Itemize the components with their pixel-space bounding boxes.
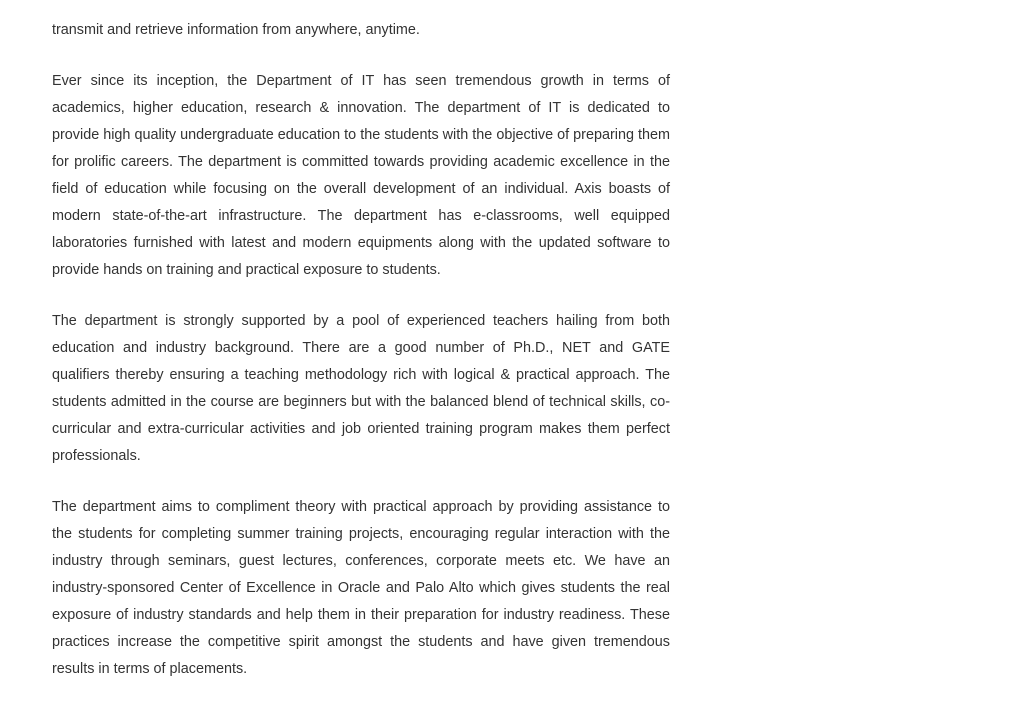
paragraph-faculty: The department is strongly supported by a pool of experienced teachers hailing from both education and industry background. There are a good number of Ph.D., NET and GATE qualifiers thereby ensuring a teaching methodology rich with logical & practical approach. The students admitted in the course are beginners but with the balanced blend of technical skills, co-curricular and extra-curricular activities and job oriented training program makes them perfect professionals. (52, 313, 670, 464)
paragraph-industry-exposure: The department aims to compliment theory with practical approach by providing assistance to the students for completing summer training projects, encouraging regular interaction with the industry through seminars, guest lectures, conferences, corporate meets etc. We have an industry-sponsored Center of Excellence in Oracle and Palo Alto which gives students the real exposure of industry standards and help them in their preparation for industry readiness. These practices increase the competitive spirit amongst the students and have given tremendous results in terms of placements. (52, 499, 670, 677)
paragraph-department-growth: Ever since its inception, the Department of IT has seen tremendous growth in terms of academics, higher education, research & innovation. The department of IT is dedicated to provide high quality undergraduate education to the students with the objective of preparing them for prolific careers. The department is committed towards providing academic excellence in the field of education while focusing on the overall development of an individual. Axis boasts of modern state-of-the-art infrastructure. The department has e-classrooms, well equipped laboratories furnished with latest and modern equipments along with the updated software to provide hands on training and practical exposure to students. (52, 73, 670, 278)
paragraph-intro-tail: transmit and retrieve information from anywhere, anytime. (52, 22, 420, 38)
article-body (52, 17, 670, 707)
